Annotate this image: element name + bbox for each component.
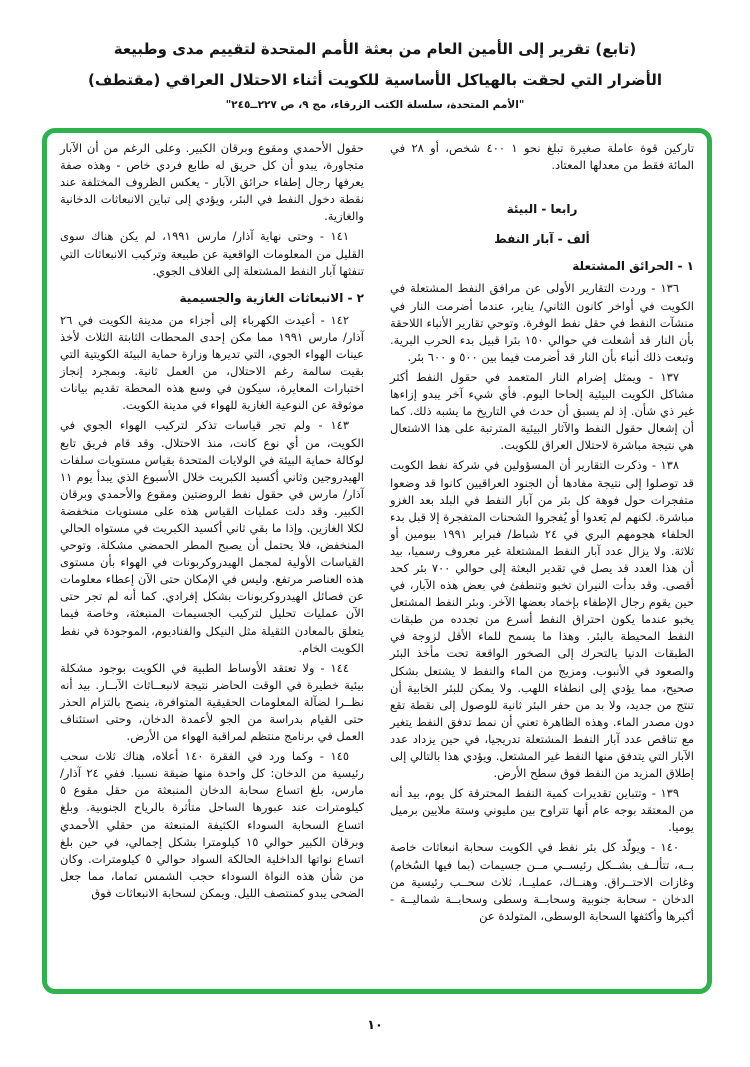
section-heading-environment: رابعا - البيئة — [506, 202, 578, 217]
topic-heading-burning-fires: ١ - الحرائق المشتعلة — [572, 259, 694, 274]
subsection-heading-oil-wells: ألف - آبار النفط — [494, 232, 590, 247]
column-right — [390, 140, 694, 981]
document-header — [0, 0, 750, 111]
topic-heading-gaseous-particulate-emissions: ٢ - الانبعاثات الغازية والجسيمية — [179, 290, 364, 305]
paragraph-140: ١٤٠ - ويولّد كل بئر نفط في الكويت سحابة انبعاثات خاصة بــه، تتألــف بشــكل رئيســي مــن جسيمات (بما فيها السُخام) وغازات الاحتــراق. وهنــاك، عمليــا، ثلاث سحــب رئيسية من الدخان - سحابة جنوبية وسحابــة وسطى وسحابــة شماليــة - أكبرها وأكثفها السحابة الوسطى، المتولدة عن — [390, 840, 694, 923]
paragraph-142: ١٤٢ - أعيدت الكهرباء إلى أجزاء من مدينة الكويت في ٢٦ آذار/ مارس ١٩٩١ مما مكن إحدى المحطات الثابتة الثلاث لأخذ عينات الهواء الجوي، التي تديرها وزارة حماية البيئة الكويتية التي بقيت سالمة رغم الاحتلال، من العمل ثانية. وبمجرد إنجاز اختبارات المعايرة، سيكون في وسع هذه المحطة تقديم بيانات موثوقة عن النوعية الغازية للهواء في مدينة الكويت. — [60, 312, 364, 413]
paragraph-144: ١٤٤ - ولا تعتقد الأوساط الطبية في الكويت بوجود مشكلة بيئية خطيرة في الوقت الحاضر نتيجة لانبعــاثات الآبــار. بيد أنه نظــرا لضآلة المعلومات الحقيقية المتوافرة، ينصح بالتزام الحذر حتى القيام بدراسة من الجو لأعمدة الدخان، وحتى استئناف العمل في برنامج منتظم لمراقبة الهواء من الأرض. — [60, 660, 364, 744]
paragraph-145: ١٤٥ - وكما ورد في الفقرة ١٤٠ أعلاه، هناك ثلاث سحب رئيسية من الدخان: كل واحدة منها ضيقة نسبيا. ففي ٢٤ آذار/ مارس، بلغ اتساع سحابة الدخان المنبعثة من حقل مقوع ٥ كيلومترات عند عبورها الساحل متأثرة بالرياح الجنوبية. وبلغ اتساع السحابة السوداء الكثيفة المنبعثة من حقلي الأحمدي وبرقان الكبير حوالي ١٥ كيلومترا بشكل إجمالي، في حين بلغ اتساع نواتها الداخلية الحالكة السواد حوالي ٥ كيلومترات. وكان من شأن هذه النواة السوداء حجب الشمس تماما، مما جعل الضحى يبدو كمنتصف الليل. ويمكن لسحابة الانبعاثات فوق — [60, 749, 364, 900]
paragraph-143: ١٤٣ - ولم تجر قياسات تذكر لتركيب الهواء الجوي في الكويت، من أي نوع كانت، منذ الاحتلال. وقد قام فريق تابع لوكالة حماية البيئة في الولايات المتحدة بقياس مستويات سلفات الهيدروجين وثاني أكسيد الكبريت خلال الأسبوع الذي يبدأ يوم ١١ آذار/ مارس في حقول نفط الروضتين ومقوع والأحمدي وبرقان الكبير. وقد دلت عمليات القياس هذه على مستويات منخفضة لكلا الغازين. وإذا ما بقي ثاني أكسيد الكبريت في مستواه الحالي المنخفض، فلا يحتمل أن يصبح المطر الحمضي مشكلة. وتوحي القياسات الأولية لمجمل الهيدروكربونات في الهواء بأن مستوى هذه العناصر مرتفع. وليس في الإمكان حتى الآن إعطاء معلومات عن فصائل الهيدروكربونات بشكل إفرادي. كما أنه لم تجر حتى الآن عمليات تحليل لتركيب الجسيمات المنبعثة، وخاصة فيما يتعلق بالمعادن الثقيلة مثل النيكل والفناديوم، الموجودة في نفط الكويت الخام. — [60, 418, 364, 655]
content-frame — [42, 128, 712, 994]
paragraph-141: ١٤١ - وحتى نهاية آذار/ مارس ١٩٩١، لم يكن هناك سوى القليل من المعلومات الواقعية عن طبيعة وتركيب الانبعاثات التي تنفثها آبار النفط المشتعلة إلى الغلاف الجوي. — [60, 229, 364, 278]
paragraph-139: ١٣٩ - وتتباين تقديرات كمية النفط المحترقة كل يوم، بيد أنه من المعتقد بوجه عام أنها تتراوح بين مليوني وستة ملايين برميل يوميا. — [390, 786, 694, 835]
column-left — [60, 140, 364, 981]
paragraph-136: ١٣٦ - وردت التقارير الأولى عن مرافق النفط المشتعلة في الكويت في أواخر كانون الثاني/ يناير، عندما أضرمت النار في منشآت النفط في حقل نفط الوفرة. وتوحي تقارير الأنباء اللاحقة بأن النار قد أشعلت في حوالي ١٥٠ بئرا قبيل بدء الحرب البرية. وتبعت ذلك أنباء بأن النار قد أضرمت فيما بين ٥٠٠ و ٦٠٠ بئر. — [390, 281, 694, 364]
document-source-citation: "الأمم المتحدة، سلسلة الكتب الزرقاء، مج ٩، ص ٢٢٧ــ٢٤٥" — [225, 99, 525, 111]
paragraph-138: ١٣٨ - وذكرت التقارير أن المسؤولين في شركة نفط الكويت قد توصلوا إلى نتيجة مفادها أن الجنود العراقيين كانوا قد وضعوا متفجرات حول فوهة كل بئر من آبار النفط في البلد بعد الغزو مباشرة. لكنهم لم يَعدوا أو يُفجروا الشحنات المتفجرة إلا قبل بدء الحلفاء هجومهم البري في ٢٤ شباط/ فبراير ١٩٩١ بيومين أو ثلاثة. ولا يزال عدد آبار النفط المشتعلة غير معروف رسميا، بيد أن هذا العدد قد يصل في تقدير البعثة إلى حوالي ٧٠٠ بئر كحد أقصى. وقد بدأت النيران تخبو وتنطفئ في بعض هذه الآبار، في حين يقوم رجال الإطفاء بإخماد بعضها الآخر. وبئر النفط المشتعل يخبو عندما يكون احتراق النفط أسرع من تجدده من طبقات النفط المحيطة بالبئر. وهذا ما يسمح للماء الأقل لزوجة في الطبقات الدنيا بالتحرك إلى الصخور الواقعة تحت مأخذ البئر والصعود في الأنبوب. ومزيج من الماء والنفط لا يشتعل بشكل صحيح، مما يؤدي إلى انطفاء اللهب. ولا يمكن للبئر الخابية أن تنتج من جديد، ولا بد من حفر البئر ثانية للوصول إلى نقطة تقع دون مصدر الماء. وهذه الظاهرة تعني أن نمط تدفق النفط يتغير مع تناقص عدد آبار النفط المشتعلة تدريجيا، في حين يزداد عدد الآبار التي يتدفق منها النفط غير المشتعل. ويؤدي هذا بالتالي إلى إطلاق المزيد من النفط فوق سطح الأرض. — [390, 458, 695, 781]
page-number: ١٠ — [367, 1018, 383, 1033]
document-title-line1: (تابع) تقرير إلى الأمين العام من بعثة الأمم المتحدة لتقييم مدى وطبيعة — [113, 40, 637, 58]
paragraph-137: ١٣٧ - ويمثل إضرام النار المتعمد في حقول النفط أكثر مشاكل الكويت البيئية إلحاحا اليوم. فأي شيء آخر يبدو إزاءها غير ذي شأن. إذ لم يسبق أن حدث في التاريخ ما يشبه ذلك. كما أن إشعال حقول النفط والآثار البيئية المترتبة على هذا الاشتعال هي نتيجة مباشرة لاحتلال العراق للكويت. — [390, 369, 694, 453]
paragraph-140-continuation: حقول الأحمدي ومقوع وبرقان الكبير. وعلى الرغم من أن الآبار متجاورة، يبدو أن كل حريق له طابع فردي خاص - وهذه صفة يعرفها رجال إطفاء حرائق الآبار - يعكس الظروف المختلفة عند نقطة دخول النفط في البئر، ويؤدي إلى تباين الانبعاثات الدخانية والغازية. — [60, 141, 364, 224]
document-title-line2: الأضرار التي لحقت بالهياكل الأساسية للكويت أثناء الاحتلال العراقي (مقتطف) — [88, 71, 662, 89]
paragraph-intro-continuation: تاركين قوة عاملة صغيرة تبلغ نحو ١ ٤٠٠ شخص، أو ٢٨ في المائة فقط من معدلها المعتاد. — [390, 141, 695, 173]
